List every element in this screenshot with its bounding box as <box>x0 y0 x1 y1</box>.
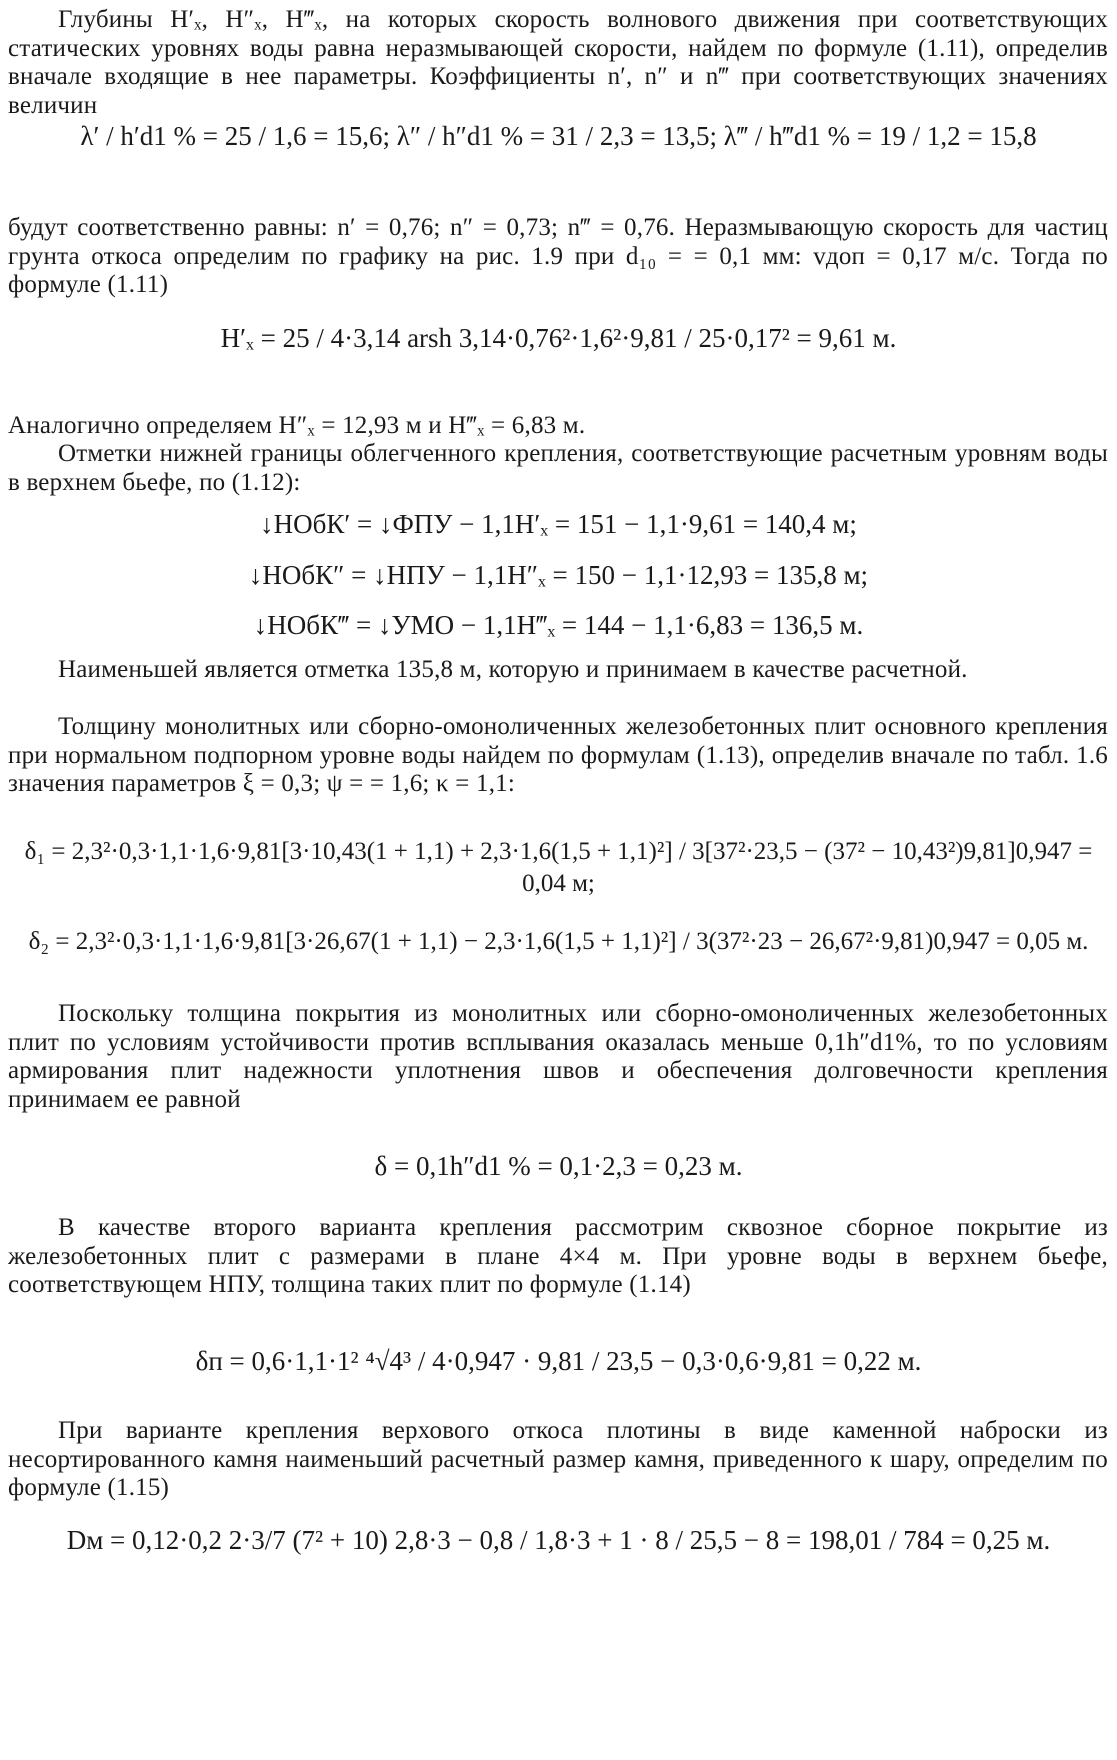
paragraph-minimum-mark: Наименьшей является отметка 135,8 м, которую и принимаем в качестве расчетной. <box>58 656 968 683</box>
equation-wave-ratios: λ′ / h′d1 % = 25 / 1,6 = 15,6; λ″ / h″d1 % = 31 / 2,3 = 13,5; λ‴ / h‴d1 % = 19 / 1,2 = 15,8 <box>80 121 1037 151</box>
paragraph-analogous-depths: Аналогично определяем H″ₓ = 12,93 м и H‴ₓ = 6,83 м. <box>8 412 586 439</box>
equation-stone-size: Dм = 0,12·0,2 2·3/7 (7² + 10) 2,8·3 − 0,8 / 1,8·3 + 1 · 8 / 25,5 − 8 = 198,01 / 784 = 0,25 м. <box>66 1525 1051 1555</box>
equation-delta-adopted: δ = 0,1h″d1 % = 0,1·2,3 = 0,23 м. <box>374 1151 743 1181</box>
paragraph-coefficients: будут соответственно равны: n′ = 0,76; n″ = 0,73; n‴ = 0,76. Неразмывающую скорость для частиц грунта откоса определим по графику на рис. 1.9 при d₁₀ = = 0,1 мм: vдоп = 0,17 м/с. Тогда по формуле (1.11) <box>8 214 1108 298</box>
equation-delta-2: δ₂ = 2,3²·0,3·1,1·1,6·9,81[3·26,67(1 + 1,1) − 2,3·1,6(1,5 + 1,1)²] / 3(37²·23 − 26,67²·9,81)0,947 = 0,05 м. <box>28 928 1089 955</box>
equation-nobk-2: ↓НОбК″ = ↓НПУ − 1,1H″ₓ = 150 − 1,1·12,93 = 135,8 м; <box>248 560 869 590</box>
paragraph-lower-boundary: Отметки нижней границы облегченного крепления, соответствующие расчетным уровням воды в верхнем бьефе, по (1.12): <box>8 440 1108 496</box>
paragraph-since-thickness: Поскольку толщина покрытия из монолитных или сборно-омоноличенных железобетонных плит по условиям устойчивости против всплывания оказалась меньше 0,1h″d1%, то по условиям армирования плит надежности уплотнения швов и обеспечения долговечности крепления принимаем ее равной <box>8 1000 1108 1113</box>
equation-nobk-3: ↓НОбК‴ = ↓УМО − 1,1H‴ₓ = 144 − 1,1·6,83 = 136,5 м. <box>253 610 864 640</box>
equation-depth-hx: H′ₓ = 25 / 4·3,14 arsh 3,14·0,76²·1,6²·9,81 / 25·0,17² = 9,61 м. <box>220 323 897 353</box>
paragraph-stone-variant: При варианте крепления верхового откоса плотины в виде каменной наброски из несортированного камня наименьший расчетный размер камня, приведенного к шару, определим по формуле (1.15) <box>8 1417 1108 1501</box>
equation-nobk-1: ↓НОбК′ = ↓ФПУ − 1,1H′ₓ = 151 − 1,1·9,61 = 140,4 м; <box>260 509 857 539</box>
paragraph-second-variant: В качестве второго варианта крепления рассмотрим сквозное сборное покрытие из железобетонных плит с размерами в плане 4×4 м. При уровне воды в верхнем бьефе, соответствующем НПУ, толщина таких плит по формуле (1.14) <box>8 1214 1108 1298</box>
paragraph-slab-thickness: Толщину монолитных или сборно-омоноличенных железобетонных плит основного крепления при нормальном подпорном уровне воды найдем по формулам (1.13), определив вначале по табл. 1.6 значения параметров ξ = 0,3; ψ = = 1,6; κ = 1,1: <box>8 713 1108 797</box>
equation-delta-1: δ₁ = 2,3²·0,3·1,1·1,6·9,81[3·10,43(1 + 1,1) + 2,3·1,6(1,5 + 1,1)²] / 3[37²·23,5 − (37² − 10,43²)9,81]0,947 = 0,04 м; <box>24 838 1093 897</box>
equation-delta-p: δп = 0,6·1,1·1² ⁴√4³ / 4·0,947 · 9,81 / 23,5 − 0,3·0,6·9,81 = 0,22 м. <box>195 1346 922 1376</box>
paragraph-depths-intro: Глубины H′ₓ, H″ₓ, H‴ₓ, на которых скорость волнового движения при соответствующих статических уровнях воды равна неразмывающей скорости, найдем по формуле (1.11), определив вначале входящие в нее параметры. Коэффициенты n′, n″ и n‴ при соответствующих значениях величин <box>8 6 1108 119</box>
